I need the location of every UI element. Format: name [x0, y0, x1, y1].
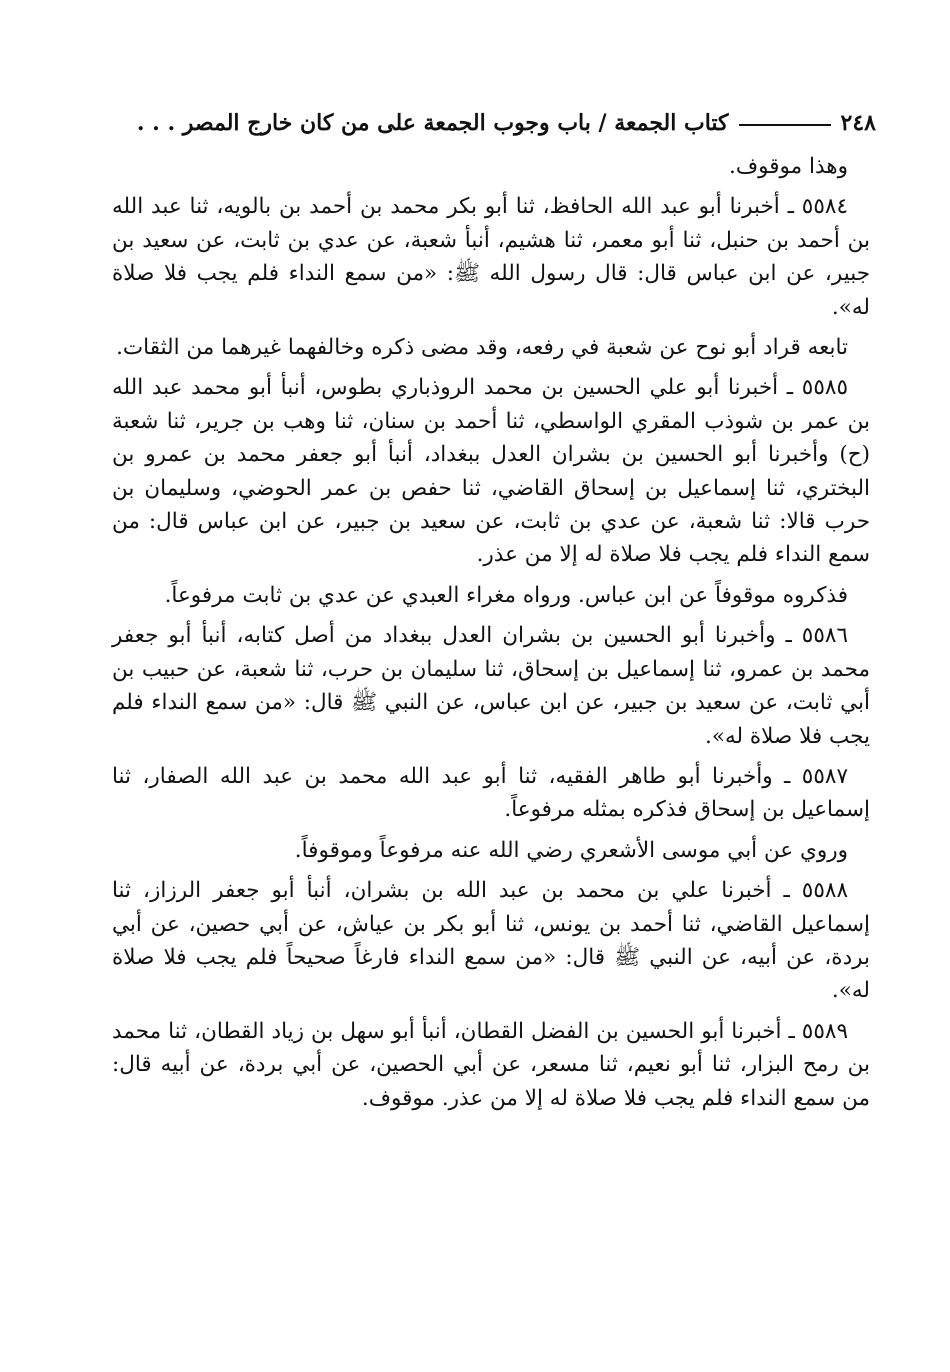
page-number: ٢٤٨: [840, 110, 876, 136]
paragraph: وروي عن أبي موسى الأشعري رضي الله عنه مرفوعاً وموقوفاً.: [294, 837, 848, 863]
hadith-paragraph: ٥٥٨٥ ـ أخبرنا أبو علي الحسين بن محمد الروذباري بطوس، أنبأ أبو محمد عبد الله بن عمر بن شوذب المقري الواسطي، ثنا أحمد بن سنان، ثنا وهب بن جرير، ثنا شعبة (ح) وأخبرنا أبو الحسين بن بشران العدل ببغداد، أنبأ أبو جعفر محمد بن عمرو بن البختري، ثنا إسماعيل بن إسحاق القاضي، ثنا حفص بن عمر الحوضي، وسليمان بن حرب قالا: ثنا شعبة، عن عدي بن ثابت، عن سعيد بن جبير، عن ابن عباس قال: من سمع النداء فلم يجب فلا صلاة له إلا من عذر.: [112, 375, 870, 568]
hadith-paragraph: ٥٥٨٧ ـ وأخبرنا أبو طاهر الفقيه، ثنا أبو عبد الله محمد بن عبد الله الصفار، ثنا إسماعيل بن إسحاق فذكره بمثله مرفوعاً.: [112, 763, 870, 823]
hadith-paragraph: ٥٥٨٩ ـ أخبرنا أبو الحسين بن الفضل القطان، أنبأ أبو سهل بن زياد القطان، ثنا محمد بن رمح البزار، ثنا أبو نعيم، ثنا مسعر، عن أبي الحصين، عن أبي بردة، عن أبيه قال: من سمع النداء فلم يجب فلا صلاة له إلا من عذر. موقوف.: [112, 1018, 870, 1111]
page-body: [112, 150, 870, 1122]
paragraph: تابعه قراد أبو نوح عن شعبة في رفعه، وقد مضى ذكره وخالفهما غيرهما من الثقات.: [116, 335, 848, 361]
hadith-paragraph: ٥٥٨٨ ـ أخبرنا علي بن محمد بن عبد الله بن بشران، أنبأ أبو جعفر الرزاز، ثنا إسماعيل القاضي، ثنا أحمد بن يونس، ثنا أبو بكر بن عياش، عن أبي حصين، عن أبي بردة، عن أبيه، عن النبي ﷺ قال: «من سمع النداء فارغاً صحيحاً فلم يجب فلا صلاة له».: [112, 878, 870, 1004]
hadith-paragraph: ٥٥٨٦ ـ وأخبرنا أبو الحسين بن بشران العدل ببغداد من أصل كتابه، أنبأ أبو جعفر محمد بن عمرو، ثنا إسماعيل بن إسحاق، ثنا سليمان بن حرب، ثنا شعبة، عن حبيب بن أبي ثابت، عن سعيد بن جبير، عن ابن عباس، عن النبي ﷺ قال: «من سمع النداء فلم يجب فلا صلاة له».: [112, 623, 870, 749]
running-title: كتاب الجمعة / باب وجوب الجمعة على من كان خارج المصر . . .: [136, 110, 729, 136]
page-header: [106, 96, 876, 136]
header-rule: [739, 124, 831, 126]
paragraph: فذكروه موقوفاً عن ابن عباس. ورواه مغراء العبدي عن عدي بن ثابت مرفوعاً.: [164, 582, 848, 608]
paragraph: وهذا موقوف.: [729, 154, 848, 179]
hadith-paragraph: ٥٥٨٤ ـ أخبرنا أبو عبد الله الحافظ، ثنا أبو بكر محمد بن أحمد بن بالويه، ثنا عبد الله بن أحمد بن حنبل، ثنا أبو معمر، ثنا هشيم، أنبأ شعبة، عن عدي بن ثابت، عن سعيد بن جبير، عن ابن عباس قال: قال رسول الله ﷺ: «من سمع النداء فلم يجب فلا صلاة له».: [112, 194, 870, 320]
